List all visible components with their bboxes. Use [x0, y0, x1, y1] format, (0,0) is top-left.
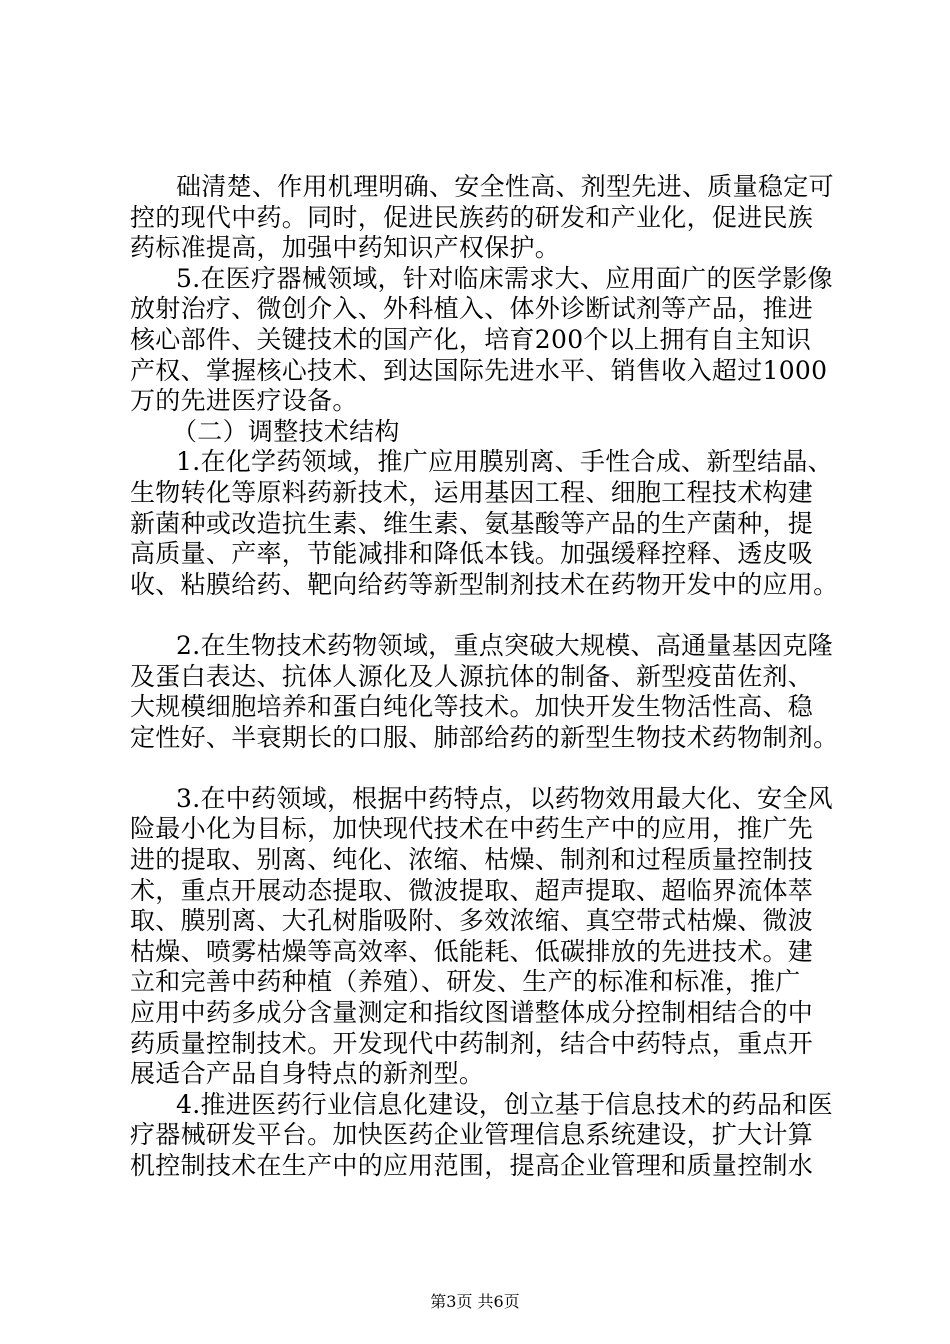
- blank-line: [130, 600, 830, 631]
- text-line: 收、粘膜给药、靶向给药等新型制剂技术在药物开发中的应用。: [130, 569, 839, 599]
- text-line: 取、膜别离、大孔树脂吸附、多效浓缩、真空带式枯燥、微波: [130, 906, 814, 936]
- text-line: 定性好、半衰期长的口服、肺部给药的新型生物技术药物制剂。: [130, 722, 839, 752]
- text-line: 术，重点开展动态提取、微波提取、超声提取、超临界流体萃: [130, 875, 814, 905]
- text-line: 生物转化等原料药新技术，运用基因工程、细胞工程技术构建: [130, 477, 814, 507]
- text-line: 2.在生物技术药物领域，重点突破大规模、高通量基因克隆: [176, 630, 833, 660]
- text-line: 3.在中药领域，根据中药特点，以药物效用最大化、安全风: [176, 783, 833, 813]
- text-line: 础清楚、作用机理明确、安全性高、剂型先进、质量稳定可: [176, 172, 834, 201]
- text-line: 进的提取、别离、纯化、浓缩、枯燥、制剂和过程质量控制技: [130, 845, 814, 875]
- text-line: 应用中药多成分含量测定和指纹图谱整体成分控制相结合的中: [130, 998, 814, 1028]
- text-line: 险最小化为目标，加快现代技术在中药生产中的应用，推广先: [130, 814, 814, 844]
- text-line: 5.在医疗器械领域，针对临床需求大、应用面广的医学影像: [176, 263, 833, 293]
- text-line: 4.推进医药行业信息化建设，创立基于信息技术的药品和医: [176, 1089, 833, 1119]
- body-text: [130, 172, 839, 1182]
- text-line: 及蛋白表达、抗体人源化及人源抗体的制备、新型疫苗佐剂、: [130, 661, 814, 691]
- blank-line: [130, 753, 830, 784]
- text-line: 产权、掌握核心技术、到达国际先进水平、销售收入超过1000: [130, 355, 828, 385]
- section-heading: （二）调整技术结构: [172, 416, 400, 446]
- text-line: 高质量、产率，节能减排和降低本钱。加强缓释控释、透皮吸: [130, 539, 814, 569]
- text-line: 枯燥、喷雾枯燥等高效率、低能耗、低碳排放的先进技术。建: [130, 936, 814, 966]
- text-line: 1.在化学药领域，推广应用膜别离、手性合成、新型结晶、: [176, 447, 833, 477]
- page-number-footer: 第3页 共6页: [430, 1292, 520, 1311]
- text-line: 立和完善中药种植（养殖）、研发、生产的标准和标准，推广: [130, 967, 801, 997]
- text-line: 药质量控制技术。开发现代中药制剂，结合中药特点，重点开: [130, 1028, 814, 1058]
- text-line: 核心部件、关键技术的国产化，培育200个以上拥有自主知识: [130, 324, 812, 354]
- text-line: 万的先进医疗设备。: [130, 386, 358, 416]
- text-line: 疗器械研发平台。加快医药企业管理信息系统建设，扩大计算: [130, 1120, 814, 1150]
- text-line: 新菌种或改造抗生素、维生素、氨基酸等产品的生产菌种，提: [130, 508, 814, 538]
- text-line: 展适合产品自身特点的新剂型。: [130, 1059, 485, 1089]
- text-line: 机控制技术在生产中的应用范围，提高企业管理和质量控制水: [130, 1151, 814, 1180]
- text-line: 控的现代中药。同时，促进民族药的研发和产业化，促进民族: [130, 202, 814, 232]
- text-line: 放射治疗、微创介入、外科植入、体外诊断试剂等产品，推进: [130, 294, 814, 324]
- text-line: 大规模细胞培养和蛋白纯化等技术。加快开发生物活性高、稳: [130, 692, 814, 722]
- text-line: 药标准提高，加强中药知识产权保护。: [130, 233, 561, 263]
